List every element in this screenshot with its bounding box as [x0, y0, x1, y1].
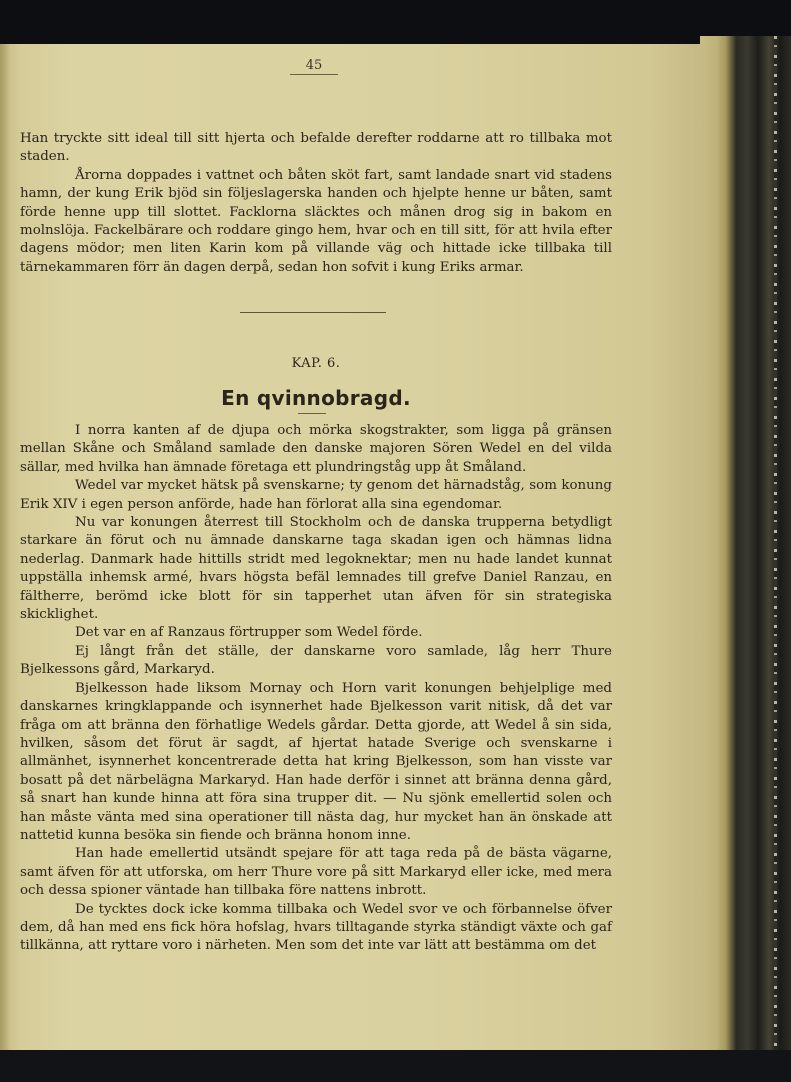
paragraph: Bjelkesson hade liksom Mornay och Horn varit konungen behjelplige med danskarnes kringklappande och isynnerhet hade Bjelkesson varit nitisk, då det var fråga om att bränna den förhatlige Wedels gårdar. Detta gjorde, att Wedel å sin sida, hvilken, såsom det förut är sagdt, af hjertat hatade Sverige och svenskarne i allmänhet, isynnerhet koncentrerade detta hat kring Bjelkesson, som han visste var bosatt på det närbelägna Markaryd. Han hade derför i sinnet att bränna denna gård, så snart han kunde hinna att föra sina trupper dit. — Nu sjönk emellertid solen och han måste vänta med sina operationer till nästa dag, hur mycket han än önskade att nattetid kunna besöka sin fiende och bränna honom inne.: [20, 680, 612, 843]
chapter-title: En qvinnobragd.: [221, 386, 411, 410]
page-number: 45: [290, 58, 338, 75]
scan-backdrop-bottom: [0, 1050, 791, 1082]
top-section-text: [20, 130, 612, 277]
paragraph: Det var en af Ranzaus förtrupper som Wedel förde.: [75, 625, 423, 641]
paragraph: De tycktes dock icke komma tillbaka och Wedel svor ve och förbannelse öfver dem, då han med ens fick höra hofslag, hvars tilltagande styrka ständigt växte och gaf tillkänna, att ryttare voro i närheten. Men som det inte var lätt att bestämma om det: [20, 901, 612, 954]
paragraph: Årorna doppades i vattnet och båten sköt fart, samt landade snart vid stadens hamn, der kung Erik bjöd sin följeslagerska handen och hjelpte henne ur båten, samt förde henne upp till slottet. Facklorna släcktes och månen drog sig in bakom en molnslöja. Fackelbärare och roddare gingo hem, hvar och en till sitt, för att hvila efter dagens mödor; men liten Karin kom på villande väg och hittade icke tillbaka till tärnekammaren förr än dagen derpå, sedan hon sofvit i kung Eriks armar.: [20, 167, 612, 275]
book-page-edges: [700, 36, 791, 1052]
section-divider: [240, 312, 386, 313]
paragraph: Han hade emellertid utsändt spejare för att taga reda på de bästa vägarne, samt äfven för att utforska, om herr Thure vore på sitt Markaryd eller icke, med mera och dessa spioner väntade han tillbaka före nattens inbrott.: [20, 846, 612, 899]
paragraph: Nu var konungen återrest till Stockholm och de danska trupperna betydligt starkare än förut och nu ämnade danskarne taga skadan igen och hämnas lidna nederlag. Danmark hade hittills stridt med legoknektar; men nu hade landet kunnat uppställa inhemsk armé, hvars högsta befäl lemnades till grefve Daniel Ranzau, en fältherre, berömd icke blott för sin tapperhet utan äfven för sin strategiska skicklighet.: [20, 515, 612, 623]
paragraph: Han tryckte sitt ideal till sitt hjerta och befalde derefter roddarne att ro tillbaka mot staden.: [20, 131, 612, 165]
scan-backdrop-top: [0, 0, 791, 44]
paragraph: Ej långt från det ställe, der danskarne voro samlade, låg herr Thure Bjelkessons gård, Markaryd.: [20, 643, 612, 678]
title-underline: [298, 413, 326, 414]
paragraph: Wedel var mycket hätsk på svenskarne; ty genom det härnadståg, som konung Erik XIV i egen person anförde, hade han förlorat alla sina egendomar.: [20, 478, 612, 512]
paragraph: I norra kanten af de djupa och mörka skogstrakter, som ligga på gränsen mellan Skåne och Småland samlade den danske majoren Sören Wedel en del vilda sällar, med hvilka han ämnade företaga ett plundringståg upp åt Småland.: [20, 423, 612, 475]
chapter-label: KAP. 6.: [291, 356, 341, 371]
chapter-body-text: [20, 422, 612, 956]
